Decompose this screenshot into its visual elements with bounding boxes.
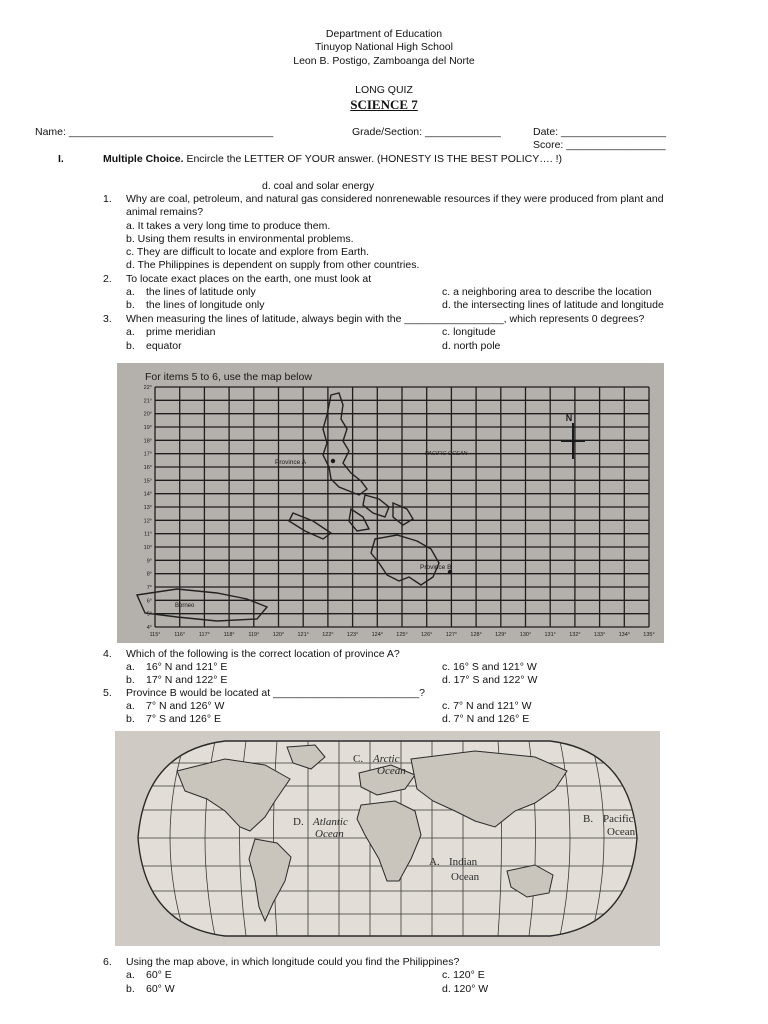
q6-option-b[interactable]: 60° W xyxy=(146,983,175,995)
longitude-label: 125° xyxy=(396,632,408,638)
atlantic-label-line1: Atlantic xyxy=(313,816,348,828)
q5-option-c[interactable]: c. 7° N and 121° W xyxy=(442,700,532,712)
longitude-label: 119° xyxy=(248,632,260,638)
map1-background xyxy=(117,363,664,643)
section-title: Multiple Choice. xyxy=(103,153,184,165)
q2-option-b[interactable]: the lines of longitude only xyxy=(146,299,265,311)
q4-option-b-letter[interactable]: b. xyxy=(126,674,135,686)
q3-number: 3. xyxy=(103,313,112,325)
q5-option-b[interactable]: 7° S and 126° E xyxy=(146,713,221,725)
stray-option: d. coal and solar energy xyxy=(262,180,375,192)
latitude-label: 5° xyxy=(146,611,152,618)
longitude-label: 120° xyxy=(272,632,285,638)
map1-caption: For items 5 to 6, use the map below xyxy=(145,371,312,383)
q6-number: 6. xyxy=(103,956,112,968)
q4-option-d[interactable]: d. 17° S and 122° W xyxy=(442,674,538,686)
header-school: Tinuyop National High School xyxy=(315,41,453,53)
arctic-label-line2: Ocean xyxy=(377,765,406,777)
q6-text: Using the map above, in which longitude could you find the Philippines? xyxy=(126,956,460,968)
q5-text: Province B would be located at _________________________? xyxy=(126,687,425,699)
q5-option-b-letter[interactable]: b. xyxy=(126,713,135,725)
latitude-label: 6° xyxy=(146,598,152,605)
q4-option-b[interactable]: 17° N and 122° E xyxy=(146,674,228,686)
latitude-label: 16° xyxy=(143,465,152,471)
quiz-title: LONG QUIZ xyxy=(355,84,413,96)
q4-option-a[interactable]: 16° N and 121° E xyxy=(146,661,228,673)
philippines-grid-map xyxy=(117,363,664,643)
longitude-label: 129° xyxy=(495,632,507,638)
q3-option-b-letter[interactable]: b. xyxy=(126,340,135,352)
q2-number: 2. xyxy=(103,273,112,285)
latitude-label: 4° xyxy=(146,625,152,631)
latitude-label: 7° xyxy=(146,585,152,591)
longitude-label: 130° xyxy=(519,632,532,638)
longitude-label: 134° xyxy=(618,632,630,638)
q1-text-line2: animal remains? xyxy=(126,206,204,218)
longitude-label: 127° xyxy=(445,632,458,638)
q2-option-b-letter[interactable]: b. xyxy=(126,299,135,311)
q3-option-a[interactable]: prime meridian xyxy=(146,326,216,338)
latitude-label: 20° xyxy=(143,411,152,418)
q1-option-b[interactable]: b. Using them results in environmental problems. xyxy=(126,233,354,245)
q4-option-a-letter[interactable]: a. xyxy=(126,661,135,673)
section-heading xyxy=(103,153,562,166)
latitude-label: 13° xyxy=(143,505,152,511)
section-number: I. xyxy=(58,153,64,165)
name-field: Name: ___________________________________ xyxy=(35,126,274,138)
latitude-label: 10° xyxy=(143,545,152,551)
q6-option-c[interactable]: c. 120° E xyxy=(442,969,485,981)
longitude-label: 122° xyxy=(322,632,334,638)
longitude-label: 131° xyxy=(544,632,556,638)
longitude-label: 116° xyxy=(174,632,186,638)
q5-option-a[interactable]: 7° N and 126° W xyxy=(146,700,225,712)
latitude-label: 19° xyxy=(143,425,152,431)
score-field: Score: _________________ xyxy=(533,139,666,151)
latitude-label: 15° xyxy=(143,478,152,485)
subject-title: SCIENCE 7 xyxy=(350,97,418,112)
longitude-label: 128° xyxy=(470,632,482,638)
latitude-label: 14° xyxy=(143,491,152,498)
q2-option-d[interactable]: d. the intersecting lines of latitude and longitude xyxy=(442,299,664,311)
date-field: Date: __________________ xyxy=(533,126,667,138)
latitude-label: 9° xyxy=(146,558,152,565)
latitude-label: 21° xyxy=(143,398,152,405)
longitude-label: 124° xyxy=(371,632,383,638)
latitude-label: 17° xyxy=(143,451,152,458)
province-b-label: Province B xyxy=(420,564,452,571)
longitude-label: 117° xyxy=(198,632,210,638)
q6-option-b-letter[interactable]: b. xyxy=(126,983,135,995)
latitude-label: 8° xyxy=(146,571,152,578)
q2-text: To locate exact places on the earth, one must look at xyxy=(126,273,372,285)
indian-letter: A. xyxy=(429,856,440,868)
longitude-label: 126° xyxy=(421,632,433,638)
q3-text: When measuring the lines of latitude, always begin with the _________________, which represents 0 degrees? xyxy=(126,313,645,325)
header-address: Leon B. Postigo, Zamboanga del Norte xyxy=(293,55,475,67)
q4-text: Which of the following is the correct location of province A? xyxy=(126,648,400,660)
borneo-label: Borneo xyxy=(175,603,195,609)
longitude-label: 118° xyxy=(223,632,235,638)
arctic-label-line1: Arctic xyxy=(373,753,400,765)
arctic-letter: C. xyxy=(353,753,364,765)
longitude-label: 135° xyxy=(643,632,655,638)
q4-number: 4. xyxy=(103,648,112,660)
q3-option-a-letter[interactable]: a. xyxy=(126,326,135,338)
atlantic-label-line2: Ocean xyxy=(315,828,344,840)
map1-longitude-labels xyxy=(150,632,655,638)
world-map xyxy=(115,731,660,946)
q1-option-a[interactable]: a. It takes a very long time to produce them. xyxy=(126,220,331,232)
q5-option-a-letter[interactable]: a. xyxy=(126,700,135,712)
q1-number: 1. xyxy=(103,193,112,205)
atlantic-letter: D. xyxy=(293,816,304,828)
indian-label-line2: Ocean xyxy=(451,871,480,883)
q3-option-d[interactable]: d. north pole xyxy=(442,340,501,352)
header-department: Department of Education xyxy=(325,28,443,40)
pacific-ocean-label: PACIFIC OCEAN xyxy=(425,451,468,457)
section-instruction: Encircle the LETTER OF YOUR answer. (HONESTY IS THE BEST POLICY…. !) xyxy=(186,153,563,165)
latitude-label: 12° xyxy=(143,518,152,525)
longitude-label: 121° xyxy=(297,632,309,638)
latitude-label: 18° xyxy=(143,438,152,445)
q6-option-a-letter[interactable]: a. xyxy=(126,969,135,981)
pacific-label-line2: Ocean xyxy=(607,826,636,838)
q6-option-d[interactable]: d. 120° W xyxy=(442,983,489,995)
province-a-marker xyxy=(331,459,335,463)
latitude-label: 22° xyxy=(143,385,152,391)
province-a-label: Province A xyxy=(275,459,307,466)
q5-option-d[interactable]: d. 7° N and 126° E xyxy=(442,713,530,725)
pacific-letter: B. xyxy=(583,813,594,825)
indian-label-line1: Indian xyxy=(449,856,478,868)
longitude-label: 115° xyxy=(149,632,161,638)
q6-option-a[interactable]: 60° E xyxy=(146,969,172,981)
q3-option-b[interactable]: equator xyxy=(146,340,182,352)
q3-option-c[interactable]: c. longitude xyxy=(442,326,496,338)
q2-option-a-letter[interactable]: a. xyxy=(126,286,135,298)
longitude-label: 132° xyxy=(569,632,581,638)
q2-option-c[interactable]: c. a neighboring area to describe the location xyxy=(442,286,652,298)
grade-section-field: Grade/Section: _____________ xyxy=(352,126,501,138)
q1-option-c[interactable]: c. They are difficult to locate and explore from Earth. xyxy=(126,246,369,258)
q4-option-c[interactable]: c. 16° S and 121° W xyxy=(442,661,537,673)
longitude-label: 133° xyxy=(593,632,606,638)
north-label: N xyxy=(565,413,573,423)
latitude-label: 11° xyxy=(144,531,152,538)
q1-text-line1: Why are coal, petroleum, and natural gas considered nonrenewable resources if they were produced from plant and xyxy=(126,193,664,205)
longitude-label: 123° xyxy=(346,632,359,638)
pacific-label-line1: Pacific xyxy=(603,813,634,825)
q5-number: 5. xyxy=(103,687,112,699)
q1-option-d[interactable]: d. The Philippines is dependent on supply from other countries. xyxy=(126,259,420,271)
q2-option-a[interactable]: the lines of latitude only xyxy=(146,286,256,298)
